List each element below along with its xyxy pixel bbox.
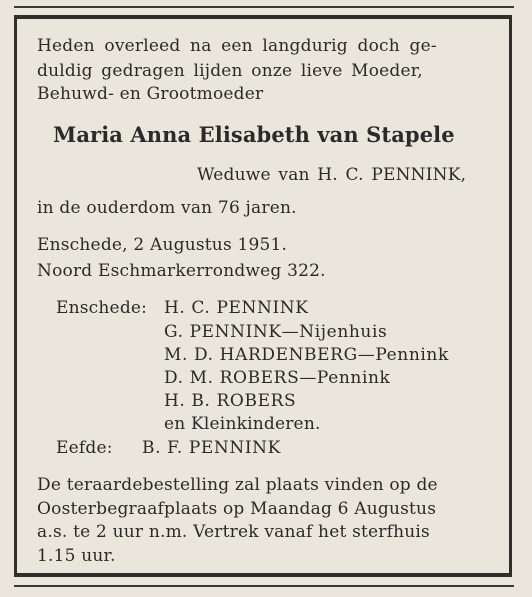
- top-rule: [14, 6, 514, 8]
- enschede-label: Enschede:: [56, 298, 148, 318]
- funeral-line-4: 1.15 uur.: [37, 546, 116, 566]
- deceased-name: Maria Anna Elisabeth van Stapele: [53, 122, 455, 147]
- funeral-line-3: a.s. te 2 uur n.m. Vertrek vanaf het sterfhuis: [37, 522, 430, 542]
- intro-line-1: Heden overleed na een langdurig doch ge-: [37, 36, 437, 56]
- bottom-rule: [14, 585, 514, 587]
- family-member: B. F. PENNINK: [142, 438, 281, 458]
- family-member: en Kleinkinderen.: [164, 414, 321, 434]
- widow-of: Weduwe van H. C. PENNINK,: [197, 165, 467, 185]
- family-member: D. M. ROBERS—Pennink: [164, 368, 391, 388]
- eefde-label: Eefde:: [56, 438, 113, 458]
- age-line: in de ouderdom van 76 jaren.: [37, 198, 297, 218]
- family-member: H. C. PENNINK: [164, 298, 309, 318]
- address: Noord Eschmarkerrondweg 322.: [37, 261, 326, 281]
- family-member: H. B. ROBERS: [164, 391, 297, 411]
- place-date: Enschede, 2 Augustus 1951.: [37, 235, 288, 255]
- funeral-line-1: De teraardebestelling zal plaats vinden op de: [37, 475, 438, 495]
- family-member: G. PENNINK—Nijenhuis: [164, 322, 388, 342]
- funeral-line-2: Oosterbegraafplaats op Maandag 6 Augustus: [37, 499, 437, 519]
- family-member: M. D. HARDENBERG—Pennink: [164, 345, 449, 365]
- intro-line-2: duldig gedragen lijden onze lieve Moeder,: [37, 61, 423, 81]
- intro-line-3: Behuwd- en Grootmoeder: [37, 84, 264, 104]
